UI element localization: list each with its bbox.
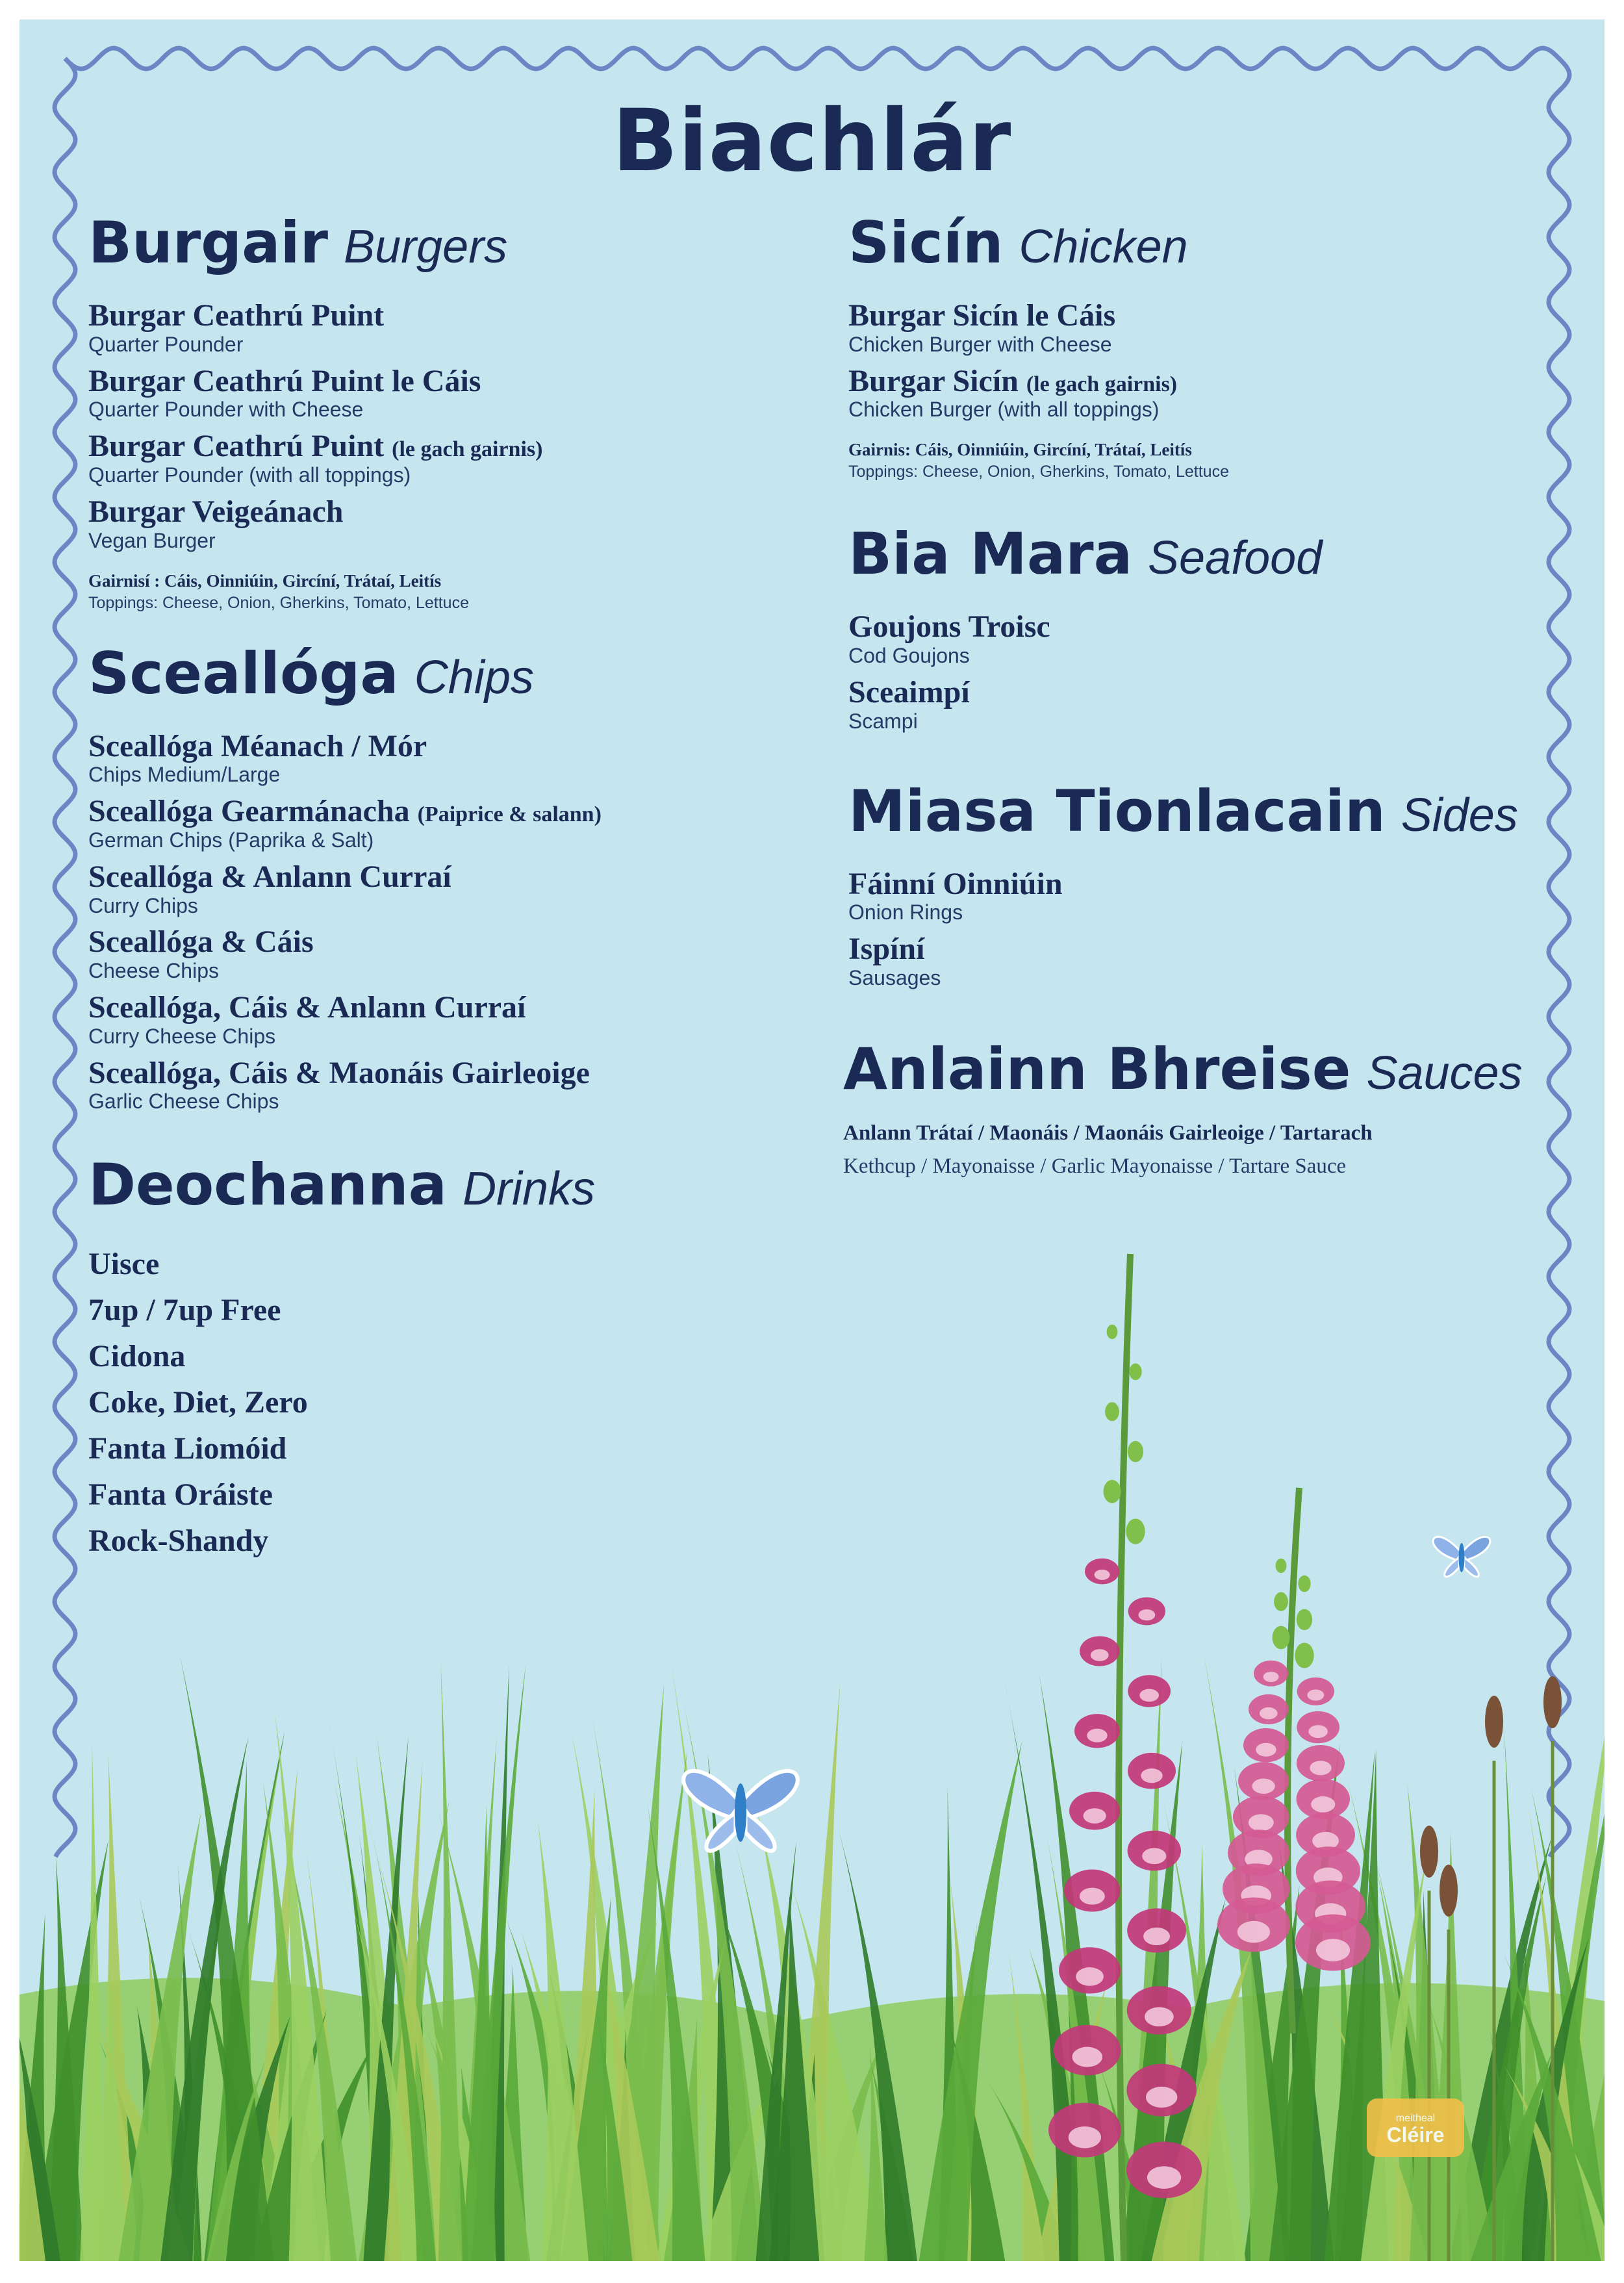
menu-item: [848, 932, 1537, 990]
foxglove-left-bud: [1129, 1364, 1141, 1381]
menu-item: [88, 991, 777, 1049]
item-name-ga: Sceallóga Gearmánacha: [88, 794, 410, 829]
foxglove-left-bell-mouth: [1139, 1689, 1159, 1702]
foxglove-right-bud: [1298, 1575, 1310, 1592]
section-title-ga: Burgair: [88, 209, 329, 276]
section-sauces: [843, 1035, 1537, 1179]
item-name-en: Quarter Pounder with Cheese: [88, 398, 364, 422]
foxglove-left-bell-mouth: [1091, 1649, 1109, 1661]
drink-item: Cidona: [88, 1339, 186, 1374]
foxglove-left-bell-mouth: [1143, 1928, 1170, 1945]
item-name-en: Vegan Burger: [88, 528, 216, 552]
butterfly-icon: [683, 1771, 798, 1851]
toppings-en: Toppings: Cheese, Onion, Gherkins, Tomato, Lettuce: [88, 593, 469, 612]
foxglove-right-bud: [1295, 1643, 1313, 1668]
section-chicken: [848, 209, 1537, 481]
item-note: (le gach gairnis): [1026, 372, 1178, 396]
foxglove-right-bud: [1297, 1609, 1312, 1630]
foxglove-left-bell-mouth: [1141, 1768, 1162, 1783]
left-column: [88, 209, 777, 1564]
item-name-ga: Sceallóga Méanach / Mór: [88, 728, 427, 763]
logo-line-2: Cléire: [1386, 2123, 1445, 2147]
foxglove-right-bell-mouth: [1249, 1814, 1274, 1831]
item-name-ga: Sceallóga, Cáis & Anlann Curraí: [88, 990, 526, 1025]
item-name-en: Chicken Burger with Cheese: [848, 332, 1112, 356]
foxglove-right-bell-mouth: [1260, 1707, 1278, 1719]
menu-item: [88, 364, 777, 422]
item-name-ga: Fáinní Oinniúin: [848, 866, 1063, 901]
item-name-en: German Chips (Paprika & Salt): [88, 828, 374, 852]
item-name-en: Garlic Cheese Chips: [88, 1090, 279, 1114]
logo-line-1: meitheal: [1395, 2113, 1436, 2124]
menu-poster: [19, 19, 1605, 2261]
item-name-ga: Burgar Sicín le Cáis: [848, 298, 1116, 333]
cattail-head: [1485, 1696, 1503, 1748]
menu-item: [88, 730, 777, 787]
meitheal-logo: [1367, 2098, 1464, 2157]
foxglove-left-bell-mouth: [1084, 1808, 1106, 1823]
item-name-ga: Burgar Ceathrú Puint le Cáis: [88, 363, 481, 398]
butterfly-wing: [741, 1771, 798, 1818]
menu-item: [848, 299, 1537, 357]
foxglove-right-bell-mouth: [1237, 1921, 1270, 1943]
drink-item: Fanta Oráiste: [88, 1477, 273, 1512]
section-title-ga: Bia Mara: [848, 520, 1132, 588]
foxglove-right-bell-mouth: [1252, 1779, 1275, 1794]
item-name-ga: Ispíní: [848, 932, 925, 967]
section-chips: [88, 639, 777, 1114]
section-burgers: [88, 209, 777, 613]
foxglove-left-bell-mouth: [1146, 2087, 1177, 2108]
section-heading: [88, 1151, 777, 1219]
section-heading: [848, 777, 1537, 845]
toppings-en: Toppings: Cheese, Onion, Gherkins, Tomato, Lettuce: [848, 463, 1229, 481]
menu-item: [88, 1056, 777, 1114]
section-heading: [88, 209, 777, 276]
item-name-en: Scampi: [848, 709, 918, 733]
section-drinks: [88, 1151, 777, 1564]
drink-item: Uisce: [88, 1247, 160, 1282]
foxglove-left-bud: [1105, 1402, 1119, 1421]
item-note: (Paiprice & salann): [417, 802, 602, 827]
foxglove-left-bell-mouth: [1069, 2126, 1101, 2149]
foxglove-left-bell-mouth: [1087, 1729, 1107, 1742]
item-name-en: Curry Chips: [88, 893, 198, 917]
menu-item: [88, 925, 777, 983]
item-name-ga: Sceallóga & Cáis: [88, 925, 314, 960]
foxglove-left-bell-mouth: [1072, 2047, 1102, 2067]
item-name-en: Cheese Chips: [88, 959, 219, 983]
section-title-ga: Anlainn Bhreise: [843, 1035, 1351, 1103]
foxglove-left-bell-mouth: [1138, 1609, 1155, 1620]
foxglove-right-bud: [1274, 1592, 1288, 1611]
menu-item: [848, 676, 1537, 733]
butterfly-wing: [1445, 1558, 1460, 1577]
butterfly-wing: [1433, 1537, 1462, 1560]
drink-item: 7up / 7up Free: [88, 1293, 281, 1328]
foxglove-left-bell-mouth: [1095, 1570, 1110, 1580]
item-name-ga: Burgar Sicín: [848, 363, 1019, 398]
menu-item-list: [848, 867, 1537, 990]
cattail-head: [1420, 1826, 1438, 1878]
foxglove-right-bell-mouth: [1307, 1689, 1324, 1700]
item-name-ga: Sceaimpí: [848, 674, 970, 709]
foxglove-right-bell-mouth: [1310, 1761, 1331, 1775]
item-name-en: Quarter Pounder: [88, 332, 244, 356]
foxglove-left-bell-mouth: [1080, 1888, 1105, 1905]
butterfly-wing: [706, 1813, 735, 1851]
section-title-ga: Sicín: [848, 209, 1004, 276]
menu-item-list: [848, 299, 1537, 422]
section-title-ga: Sceallóga: [88, 639, 399, 707]
foxglove-left-bud: [1104, 1480, 1121, 1503]
foxglove-right-bud: [1276, 1559, 1287, 1573]
item-name-ga: Burgar Ceathrú Puint: [88, 429, 385, 464]
menu-item-list: [88, 730, 777, 1114]
menu-item: [848, 364, 1537, 422]
section-title-en: Drinks: [463, 1163, 596, 1216]
menu-item: [88, 795, 777, 852]
section-title-ga: Deochanna: [88, 1151, 448, 1219]
butterfly-wing: [1462, 1537, 1490, 1560]
foxglove-left-bell-mouth: [1076, 1967, 1104, 1986]
menu-item: [848, 610, 1537, 668]
foxglove-left-bud: [1126, 1519, 1145, 1544]
section-title-en: Chicken: [1019, 221, 1188, 273]
foxglove-left-bell-mouth: [1142, 1848, 1166, 1864]
foxglove-right-bud: [1273, 1626, 1290, 1650]
toppings-ga: Gairnisí : Cáis, Oinniúin, Gircíní, Trátaí, Leitís: [88, 570, 442, 591]
section-heading: [848, 209, 1537, 276]
item-name-ga: Sceallóga, Cáis & Maonáis Gairleoige: [88, 1055, 590, 1090]
item-name-ga: Burgar Ceathrú Puint: [88, 298, 385, 333]
section-title-en: Seafood: [1148, 532, 1323, 585]
menu-item: [88, 299, 777, 357]
grass-blade: [438, 1661, 463, 2261]
item-name-en: Quarter Pounder (with all toppings): [88, 463, 411, 487]
drink-item: Fanta Liomóid: [88, 1431, 287, 1466]
foxglove-right-bell-mouth: [1316, 1939, 1350, 1961]
toppings-ga: Gairnis: Cáis, Oinniúin, Gircíní, Trátaí, Leitís: [848, 440, 1192, 460]
drink-item: Rock-Shandy: [88, 1524, 269, 1559]
section-title-ga: Miasa Tionlacain: [848, 777, 1386, 845]
foxglove-left-bud: [1128, 1441, 1143, 1462]
menu-item: [848, 867, 1537, 925]
butterfly-wing: [746, 1813, 775, 1851]
menu-item: [88, 495, 777, 553]
drink-list: [88, 1241, 777, 1564]
sauces-line-en: Kethcup / Mayonaisse / Garlic Mayonaisse / Tartare Sauce: [843, 1154, 1347, 1178]
menu-item-list: [848, 610, 1537, 733]
foxglove-right-bell-mouth: [1308, 1725, 1328, 1738]
section-title-en: Chips: [414, 651, 534, 704]
section-heading: [88, 639, 777, 707]
sauces-line-ga: Anlann Trátaí / Maonáis / Maonáis Gairleoige / Tartarach: [843, 1121, 1373, 1145]
item-name-en: Onion Rings: [848, 900, 963, 925]
section-heading: [848, 520, 1537, 588]
item-name-en: Chips Medium/Large: [88, 763, 281, 787]
foxglove-left-bud: [1107, 1325, 1118, 1339]
right-column: [843, 209, 1537, 1179]
cattail-head: [1543, 1676, 1562, 1728]
butterfly-small-icon: [1433, 1537, 1490, 1577]
item-name-en: Chicken Burger (with all toppings): [848, 398, 1160, 422]
section-title-en: Burgers: [344, 221, 508, 273]
item-name-en: Curry Cheese Chips: [88, 1024, 276, 1048]
menu-item: [88, 429, 777, 487]
menu-item-list: [88, 299, 777, 553]
menu-item: [88, 860, 777, 918]
section-seafood: [848, 520, 1537, 733]
foxglove-right-bell-mouth: [1263, 1672, 1279, 1682]
cattail-head: [1440, 1865, 1458, 1917]
item-name-en: Sausages: [848, 965, 941, 989]
section-title-en: Sauces: [1366, 1047, 1523, 1099]
section-sides: [848, 777, 1537, 990]
item-name-ga: Burgar Veigeánach: [88, 494, 344, 529]
section-title-en: Sides: [1401, 789, 1518, 841]
foxglove-right-bell-mouth: [1256, 1743, 1276, 1757]
section-heading: [843, 1035, 1537, 1103]
item-note: (le gach gairnis): [392, 437, 543, 462]
foxglove-left-bell-mouth: [1145, 2007, 1174, 2026]
item-name-ga: Goujons Troisc: [848, 609, 1050, 644]
foxglove-right-bell-mouth: [1311, 1796, 1335, 1813]
item-name-en: Cod Goujons: [848, 644, 970, 668]
butterfly-body: [735, 1783, 746, 1842]
drink-item: Coke, Diet, Zero: [88, 1385, 308, 1420]
foxglove-left-bell-mouth: [1147, 2166, 1181, 2189]
menu-title: Biachlár: [612, 91, 1012, 191]
butterfly-body: [1459, 1543, 1465, 1572]
butterfly-wing: [1464, 1558, 1479, 1577]
item-name-ga: Sceallóga & Anlann Curraí: [88, 859, 451, 894]
